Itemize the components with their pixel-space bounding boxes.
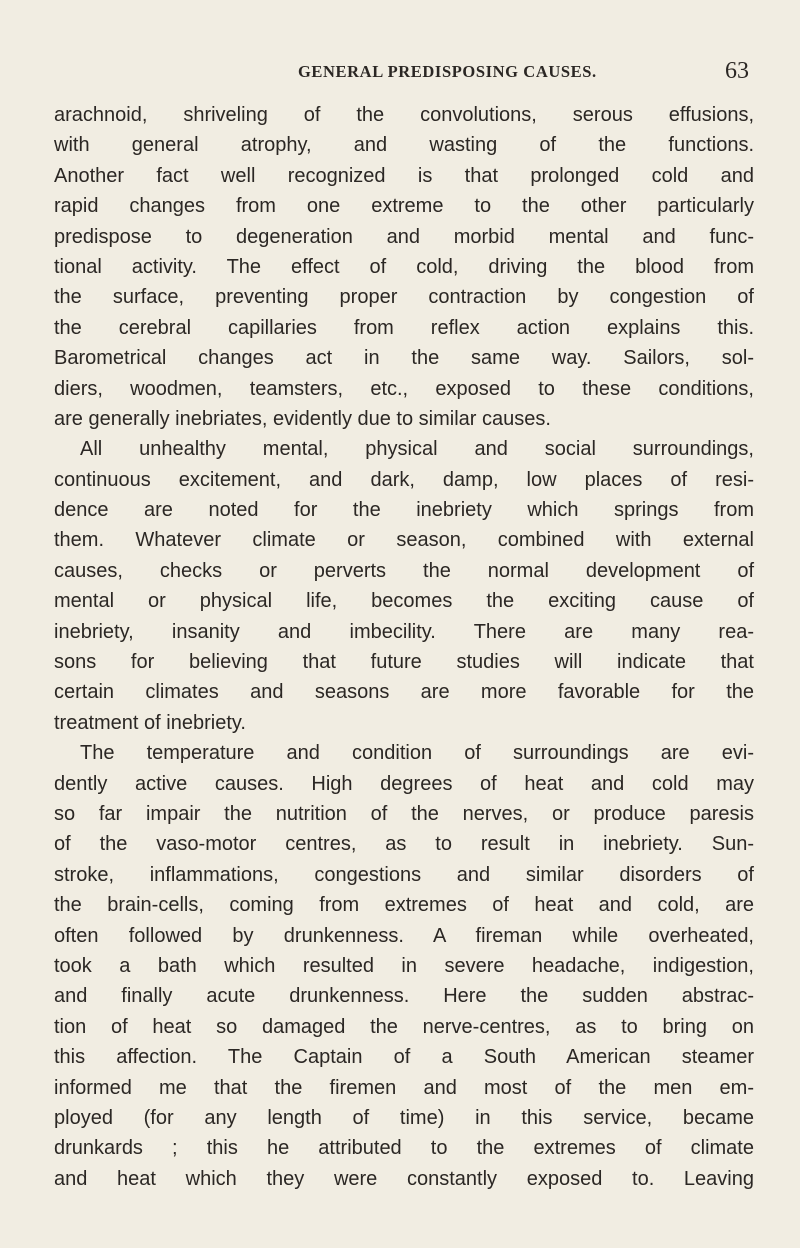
text-line: dently active causes. High degrees of heat and cold may [54,772,754,795]
text-line: tional activity. The effect of cold, driving the blood from [54,255,754,278]
text-line: the cerebral capillaries from reflex action explains this. [54,316,754,339]
text-line: this affection. The Captain of a South American steamer [54,1046,754,1069]
page-number: 63 [725,58,749,84]
text-line: sons for believing that future studies will indicate that [54,651,754,674]
text-line: predispose to degeneration and morbid mental and func- [54,225,754,248]
text-line: and heat which they were constantly exposed to. Leaving [54,1167,754,1190]
running-head-title: GENERAL PREDISPOSING CAUSES. [298,62,597,81]
text-line: tion of heat so damaged the nerve-centres, as to bring on [54,1015,754,1038]
paragraph-start-line: The temperature and condition of surroundings are evi- [80,742,754,765]
text-line: rapid changes from one extreme to the other particularly [54,195,754,218]
text-line: Another fact well recognized is that prolonged cold and [54,164,754,187]
text-line: inebriety, insanity and imbecility. There are many rea- [54,620,754,643]
text-line: treatment of inebriety. [54,711,246,734]
text-line: Barometrical changes act in the same way. Sailors, sol- [54,347,754,370]
text-line: certain climates and seasons are more favorable for the [54,681,754,704]
text-line: continuous excitement, and dark, damp, low places of resi- [54,468,754,491]
text-line: causes, checks or perverts the normal development of [54,559,754,582]
text-line: the brain-cells, coming from extremes of heat and cold, are [54,894,754,917]
body-text [54,100,754,1194]
text-line: arachnoid, shriveling of the convolutions, serous effusions, [54,104,754,126]
text-line: so far impair the nutrition of the nerves, or produce paresis [54,802,754,825]
text-line: stroke, inflammations, congestions and similar disorders of [54,863,754,886]
text-line: of the vaso-motor centres, as to result in inebriety. Sun- [54,833,754,856]
text-line: and finally acute drunkenness. Here the sudden abstrac- [54,985,754,1008]
text-line: took a bath which resulted in severe headache, indigestion, [54,954,754,977]
text-line: with general atrophy, and wasting of the functions. [54,134,754,157]
text-line: them. Whatever climate or season, combined with external [54,529,754,552]
text-line: drunkards ; this he attributed to the extremes of climate [54,1137,754,1160]
text-line: are generally inebriates, evidently due to similar causes. [54,407,551,430]
text-line: often followed by drunkenness. A fireman while overheated, [54,924,754,947]
text-line: diers, woodmen, teamsters, etc., exposed to these conditions, [54,377,754,400]
text-line: the surface, preventing proper contraction by congestion of [54,286,754,309]
text-line: mental or physical life, becomes the exciting cause of [54,590,754,613]
paragraph-start-line: All unhealthy mental, physical and social surroundings, [80,438,754,461]
text-line: dence are noted for the inebriety which springs from [54,499,754,522]
text-line: informed me that the firemen and most of the men em- [54,1076,754,1099]
text-line: ployed (for any length of time) in this service, became [54,1106,754,1129]
